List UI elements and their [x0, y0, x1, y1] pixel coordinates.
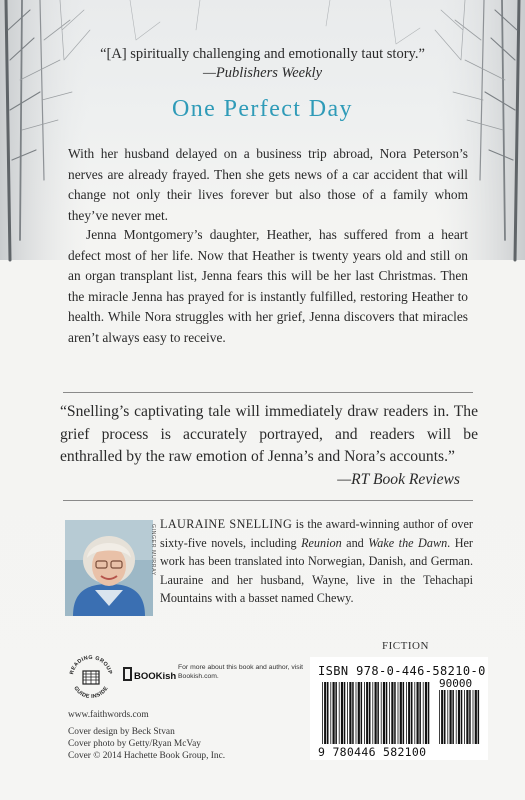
description-paragraph-2: Jenna Montgomery’s daughter, Heather, has suffered from a heart defect most of her life. Now that Heather is twenty years old and still on an organ transplant list, Jenna fears this will be her last Christmas. Then the miracle Jenna has prayed for is instantly fulfilled, restoring Heather to health. While Nora struggles with her grief, Jenna discovers that miracles aren’t always easy to receive.	[68, 227, 468, 345]
divider-top	[63, 392, 473, 393]
barcode-bar	[330, 682, 331, 744]
bookish-logo-text: BOOKish	[134, 671, 177, 682]
barcode-bar	[361, 682, 363, 744]
photo-credit	[146, 524, 154, 612]
barcode-bar	[464, 690, 465, 744]
price-code: 90000	[439, 677, 473, 690]
divider-bottom	[63, 500, 473, 501]
barcode-bar	[366, 682, 368, 744]
bookish-promo-text: For more about this book and author, visit Bookish.com.	[178, 664, 304, 680]
barcode-bar	[478, 690, 480, 744]
review-quote: “Snelling’s captivating tale will immediately draw readers in. The grief process is accurately portrayed, and readers will be enthralled by the raw emotion of Jenna’s and Nora’s accounts.”	[60, 403, 478, 465]
barcode-bar	[339, 682, 340, 744]
barcode-bar	[452, 690, 454, 744]
publisher-url: www.faithwords.com	[68, 710, 149, 720]
barcode-bar	[344, 682, 346, 744]
barcode-bar	[377, 682, 379, 744]
author-work-2: Wake the Dawn	[368, 535, 448, 550]
barcode-bar	[456, 690, 457, 744]
barcode-bar	[406, 682, 407, 744]
isbn-barcode	[318, 677, 483, 759]
barcode-bar	[356, 682, 357, 744]
barcode-bar	[400, 682, 402, 744]
reading-group-top-text: READING GROUP	[69, 654, 113, 676]
barcode-bar	[417, 682, 419, 744]
author-bio-text-1: is the award-winning author of over sixty-five novels, including	[160, 517, 473, 550]
barcode-bar	[386, 682, 388, 744]
barcode-bars-price	[439, 690, 479, 744]
cover-copyright: Cover © 2014 Hachette Book Group, Inc.	[68, 751, 226, 761]
barcode-bar	[394, 682, 396, 744]
barcode-bar	[341, 682, 343, 744]
author-name: LAURAINE SNELLING	[160, 517, 293, 531]
author-photo	[65, 520, 153, 616]
barcode-bar	[372, 682, 373, 744]
author-bio	[160, 515, 473, 608]
barcode-digits: 9 780446 582100	[318, 745, 427, 759]
barcode-bar	[425, 682, 427, 744]
barcode-bar	[408, 682, 410, 744]
svg-text:GUIDE INSIDE	[72, 685, 109, 700]
author-work-1: Reunion	[301, 535, 342, 550]
cover-photo-credit: Cover photo by Getty/Ryan McVay	[68, 739, 201, 749]
barcode-bar	[475, 690, 477, 744]
barcode-bar	[335, 682, 337, 744]
barcode-bar	[391, 682, 393, 744]
barcode-bar	[411, 682, 413, 744]
barcode-bar	[322, 682, 323, 744]
barcode-bar	[403, 682, 405, 744]
barcode-bar	[381, 682, 382, 744]
barcode-bar	[333, 682, 335, 744]
barcode-bar	[447, 690, 448, 744]
publisher-credits	[68, 709, 225, 762]
barcode-bar	[369, 682, 371, 744]
header-quote-source: —Publishers Weekly	[202, 65, 323, 81]
barcode-bar	[414, 682, 415, 744]
barcode-bar	[398, 682, 399, 744]
barcode-bar	[428, 682, 430, 744]
barcode-bar	[439, 690, 440, 744]
barcode-bar	[419, 682, 421, 744]
barcode-bar	[423, 682, 424, 744]
book-title: One Perfect Day	[172, 96, 353, 122]
barcode-bar	[349, 682, 351, 744]
barcode-bar	[389, 682, 390, 744]
bookish-logo	[122, 663, 177, 685]
barcode-bar	[364, 682, 365, 744]
barcode-bar	[469, 690, 471, 744]
barcode-bar	[347, 682, 348, 744]
review-quote-source: —RT Book Reviews	[337, 471, 460, 488]
barcode-bar	[327, 682, 329, 744]
barcode-bar	[444, 690, 446, 744]
barcode-bar	[375, 682, 377, 744]
header-quote: “[A] spiritually challenging and emotionally taut story.”	[100, 46, 425, 62]
barcode-bar	[441, 690, 443, 744]
barcode-bar	[450, 690, 452, 744]
barcode-bar	[473, 690, 474, 744]
author-bio-and: and	[341, 535, 369, 550]
reading-group-guide-logo	[66, 652, 116, 702]
category-label: FICTION	[382, 640, 429, 652]
barcode-bar	[324, 682, 326, 744]
barcode-bar	[458, 690, 460, 744]
barcode-bars-main	[322, 682, 429, 744]
barcode-bar	[352, 682, 354, 744]
cover-design-credit: Cover design by Beck Stvan	[68, 727, 175, 737]
reading-group-bottom-text: GUIDE INSIDE	[72, 685, 110, 701]
isbn-label: ISBN 978-0-446-58210-0	[318, 664, 486, 678]
description-paragraph-1: With her husband delayed on a business trip abroad, Nora Peterson’s nerves are already frayed. Then she gets news of a car accident that will change not only their lives forever but also those of a family whom they’ve never met.	[68, 146, 468, 223]
barcode-bar	[383, 682, 385, 744]
author-bio-text-2: . Her work has been translated into Norwegian, Danish, and German. Lauraine and her husband, Wayne, live in the Tehachapi Mountains with a basset named Chewy.	[160, 535, 473, 606]
barcode-bar	[461, 690, 463, 744]
photo-credit-text: GINGER MURRAY	[150, 524, 156, 576]
barcode-bar	[358, 682, 360, 744]
barcode-bar	[466, 690, 468, 744]
